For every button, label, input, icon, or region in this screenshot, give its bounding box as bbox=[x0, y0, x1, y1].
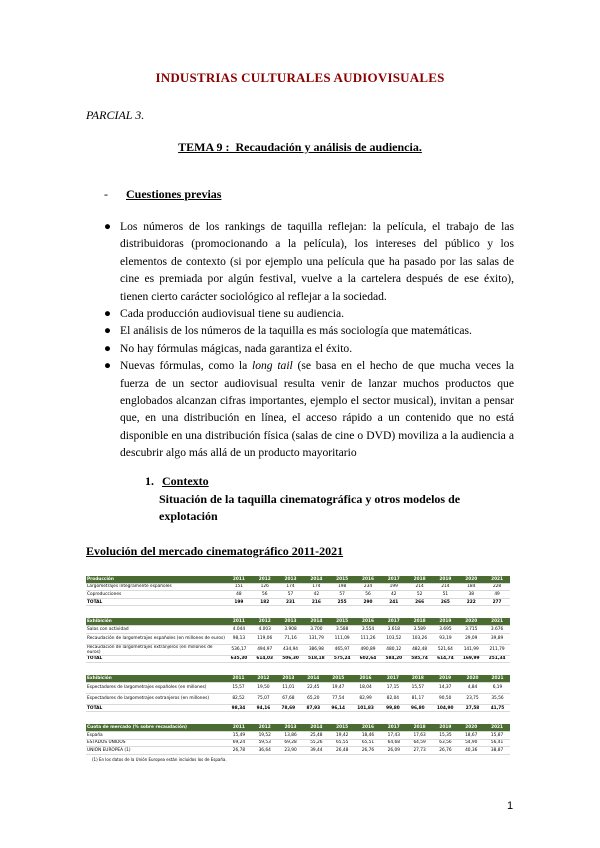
year-header: 2013 bbox=[278, 618, 304, 625]
table-cell: 77,54 bbox=[326, 693, 351, 704]
table-cell: 17,43 bbox=[381, 731, 407, 739]
table-header-label: Producción bbox=[86, 576, 226, 583]
table-cell: 56,41 bbox=[484, 739, 510, 747]
table-cell: 65,55 bbox=[329, 739, 355, 747]
year-header: 2016 bbox=[355, 618, 381, 625]
table-cell: 19,52 bbox=[252, 731, 278, 739]
bullet-icon: ● bbox=[104, 359, 112, 373]
table-cell: 198 bbox=[329, 583, 355, 591]
table-cell: 4.003 bbox=[252, 625, 278, 633]
year-header: 2016 bbox=[351, 675, 381, 682]
production-table bbox=[86, 576, 510, 606]
year-header: 2021 bbox=[484, 724, 510, 731]
row-label: ESTADOS UNIDOS bbox=[86, 739, 226, 747]
table-cell: 3.700 bbox=[303, 625, 329, 633]
table-cell: 35,56 bbox=[485, 693, 510, 704]
table-cell: 82,04 bbox=[380, 693, 405, 704]
table-cell: 67,68 bbox=[276, 693, 301, 704]
section-subtitle: Situación de la taquilla cinematográfica y otros modelos de explotación bbox=[159, 492, 461, 523]
table-cell: 182 bbox=[252, 598, 278, 606]
table-row bbox=[86, 739, 510, 747]
table-cell: 18,67 bbox=[458, 731, 484, 739]
table-cell: 87,93 bbox=[301, 704, 326, 712]
bullet-icon: ● bbox=[104, 220, 112, 233]
table-cell: 98,13 bbox=[226, 633, 252, 644]
list-item: ● Nuevas fórmulas, como la long tail (se basa en el hecho de que mucha veces la fuerza de un sector audiovisual resulta venir de lanzar muchos productos que englobados alcanzan cifras importantes, ejemplo el sector musical), invitan a pensar que, en una distribución en línea, el acceso rápido a un contenido que no está disponible en una distribución física (salas de cine o DVD) moviliza a la audiencia a descubrir algo más allá de un producto mayoritario bbox=[104, 359, 514, 460]
table-cell: 25,48 bbox=[303, 731, 329, 739]
list-item: ● Los números de los rankings de taquilla reflejan: la película, el trabajo de las distribuidoras (promocionando a la película), los intereses del público y los elementos de contexto (si por ejemplo una película que ha pasado por las salas de cine es premiada por algún festival, vuelve a la cartelera después de ese éxito), tienen cierto carácter sociológico al reflejar a la sociedad. bbox=[104, 220, 514, 303]
table-cell: 234 bbox=[355, 583, 381, 591]
row-label: TOTAL bbox=[86, 598, 226, 606]
table-cell: 518,18 bbox=[303, 655, 329, 663]
table-cell: 15,49 bbox=[226, 731, 252, 739]
table-cell: 26,48 bbox=[329, 747, 355, 755]
table-cell: 64,68 bbox=[381, 739, 407, 747]
table-cell: 11,01 bbox=[276, 682, 301, 693]
table-cell: 78,69 bbox=[276, 704, 301, 712]
table-header-row bbox=[86, 576, 510, 583]
table-cell: 255 bbox=[329, 598, 355, 606]
cuestiones-heading bbox=[104, 187, 221, 202]
table-cell: 119,06 bbox=[252, 633, 278, 644]
table-cell: 211,79 bbox=[484, 644, 510, 655]
row-label: Recaudación de largometrajes extranjeros (en millones de euros) bbox=[86, 644, 226, 655]
row-label: TOTAL bbox=[86, 655, 226, 663]
table-cell: 169,99 bbox=[458, 655, 484, 663]
table-cell: 3.618 bbox=[381, 625, 407, 633]
year-header: 2019 bbox=[430, 675, 460, 682]
year-header: 2018 bbox=[407, 724, 433, 731]
table-cell: 51 bbox=[433, 591, 459, 599]
table-cell: 27,58 bbox=[460, 704, 485, 712]
table-cell: 19,42 bbox=[329, 731, 355, 739]
year-header: 2011 bbox=[226, 576, 252, 583]
table-cell: 126 bbox=[252, 583, 278, 591]
table-cell: 23,75 bbox=[460, 693, 485, 704]
table-cell: 585,74 bbox=[407, 655, 433, 663]
list-item: ● El análisis de los números de la taquilla es más sociología que matemáticas. bbox=[104, 322, 514, 339]
table-row bbox=[86, 591, 510, 599]
year-header: 2019 bbox=[433, 576, 459, 583]
exhibition-spectators-table bbox=[86, 675, 510, 712]
year-header: 2015 bbox=[329, 576, 355, 583]
year-header: 2013 bbox=[278, 724, 304, 731]
table-cell: 494,97 bbox=[252, 644, 278, 655]
table-cell: 69,24 bbox=[226, 739, 252, 747]
table-cell: 49 bbox=[484, 591, 510, 599]
page-number: 1 bbox=[507, 800, 514, 812]
year-header: 2016 bbox=[355, 724, 381, 731]
table-cell: 99,80 bbox=[380, 704, 405, 712]
market-tables bbox=[86, 576, 510, 762]
table-cell: 103,26 bbox=[407, 633, 433, 644]
table-cell: 96,14 bbox=[326, 704, 351, 712]
table-cell: 69,28 bbox=[278, 739, 304, 747]
table-cell: 15,57 bbox=[405, 682, 430, 693]
table-cell: 56 bbox=[252, 591, 278, 599]
year-header: 2011 bbox=[226, 675, 251, 682]
year-header: 2011 bbox=[226, 724, 252, 731]
table-cell: 71,16 bbox=[278, 633, 304, 644]
table-cell: 228 bbox=[484, 583, 510, 591]
tema-heading bbox=[0, 140, 600, 155]
table-cell: 216 bbox=[303, 598, 329, 606]
table-cell: 41,75 bbox=[485, 704, 510, 712]
table-row bbox=[86, 583, 510, 591]
table-cell: 3.588 bbox=[329, 625, 355, 633]
table-cell: 29,09 bbox=[458, 633, 484, 644]
row-label: TOTAL bbox=[86, 704, 226, 712]
table-cell: 111,09 bbox=[329, 633, 355, 644]
row-label: España bbox=[86, 731, 226, 739]
table-cell: 3.589 bbox=[407, 625, 433, 633]
table-cell: 63,56 bbox=[433, 739, 459, 747]
table-cell: 13,86 bbox=[278, 731, 304, 739]
table-cell: 575,24 bbox=[329, 655, 355, 663]
bullet-list bbox=[104, 218, 514, 462]
table-cell: 65,20 bbox=[301, 693, 326, 704]
table-cell: 39,44 bbox=[303, 747, 329, 755]
section-heading bbox=[145, 474, 209, 489]
table-cell: 26,76 bbox=[433, 747, 459, 755]
table-cell: 465,97 bbox=[329, 644, 355, 655]
table-cell: 3.908 bbox=[278, 625, 304, 633]
document-title: INDUSTRIAS CULTURALES AUDIOVISUALES bbox=[155, 70, 445, 85]
exhibition-revenue-table bbox=[86, 618, 510, 663]
parcial-label: PARCIAL 3. bbox=[86, 108, 145, 122]
table-cell: 22,45 bbox=[301, 682, 326, 693]
row-label: Recaudación de largometrajes españoles (en millones de euros) bbox=[86, 633, 226, 644]
table-cell: 39,89 bbox=[484, 633, 510, 644]
table-cell: 141,99 bbox=[458, 644, 484, 655]
table-cell: 214 bbox=[433, 583, 459, 591]
year-header: 2021 bbox=[485, 675, 510, 682]
table-row bbox=[86, 731, 510, 739]
dash-marker: - bbox=[104, 187, 108, 201]
table-cell: 23,90 bbox=[278, 747, 304, 755]
table-cell: 54,90 bbox=[458, 739, 484, 747]
table-cell: 614,74 bbox=[433, 655, 459, 663]
cuestiones-title: Cuestiones previas bbox=[126, 187, 222, 201]
table-header-row bbox=[86, 675, 510, 682]
table-cell: 93,19 bbox=[433, 633, 459, 644]
table-cell: 3.695 bbox=[433, 625, 459, 633]
table-header-label: Exhibición bbox=[86, 675, 226, 682]
year-header: 2017 bbox=[381, 724, 407, 731]
table-cell: 111,26 bbox=[355, 633, 381, 644]
table-cell: 222 bbox=[458, 598, 484, 606]
table-cell: 48 bbox=[226, 591, 252, 599]
year-header: 2018 bbox=[405, 675, 430, 682]
table-cell: 199 bbox=[226, 598, 252, 606]
table-cell: 3.715 bbox=[458, 625, 484, 633]
table-cell: 82,99 bbox=[351, 693, 381, 704]
table-cell: 4.044 bbox=[226, 625, 252, 633]
table-cell: 15,35 bbox=[433, 731, 459, 739]
year-header: 2013 bbox=[276, 675, 301, 682]
table-cell: 42 bbox=[381, 591, 407, 599]
table-header-label: Exhibición bbox=[86, 618, 226, 625]
year-header: 2017 bbox=[381, 576, 407, 583]
table-cell: 18,04 bbox=[351, 682, 381, 693]
table-cell: 184 bbox=[458, 583, 484, 591]
tema-label: TEMA 9 : bbox=[178, 140, 230, 154]
table-cell: 38 bbox=[458, 591, 484, 599]
year-header: 2018 bbox=[407, 618, 433, 625]
table-cell: 290 bbox=[355, 598, 381, 606]
table-cell: 52 bbox=[407, 591, 433, 599]
table-cell: 251,34 bbox=[484, 655, 510, 663]
table-cell: 56 bbox=[355, 591, 381, 599]
table-cell: 90,50 bbox=[430, 693, 460, 704]
evolution-title: Evolución del mercado cinematográfico 2011-2021 bbox=[86, 544, 344, 558]
table-footnote: (1) En los datos de la Unión Europea están incluidos los de España. bbox=[92, 756, 227, 762]
year-header: 2018 bbox=[407, 576, 433, 583]
table-cell: 241 bbox=[381, 598, 407, 606]
row-label: Espectadores de largometrajes españoles (en millones) bbox=[86, 682, 226, 693]
table-cell: 584,20 bbox=[381, 655, 407, 663]
year-header: 2012 bbox=[251, 675, 276, 682]
table-cell: 131,79 bbox=[303, 633, 329, 644]
table-cell: 3.554 bbox=[355, 625, 381, 633]
table-cell: 36,64 bbox=[252, 747, 278, 755]
table-cell: 266 bbox=[407, 598, 433, 606]
table-row bbox=[86, 704, 510, 712]
bullet-icon: ● bbox=[104, 341, 112, 355]
table-cell: 17,63 bbox=[407, 731, 433, 739]
table-header-label: Cuota de mercado (% sobre recaudación) bbox=[86, 724, 226, 731]
table-header-row bbox=[86, 724, 510, 731]
table-header-row bbox=[86, 618, 510, 625]
table-cell: 386,98 bbox=[303, 644, 329, 655]
year-header: 2019 bbox=[433, 618, 459, 625]
table-cell: 59,53 bbox=[252, 739, 278, 747]
table-cell: 231 bbox=[278, 598, 304, 606]
year-header: 2017 bbox=[381, 618, 407, 625]
table-cell: 94,16 bbox=[251, 704, 276, 712]
table-cell: 38,87 bbox=[484, 747, 510, 755]
table-cell: 536,17 bbox=[226, 644, 252, 655]
table-row bbox=[86, 625, 510, 633]
table-cell: 57 bbox=[329, 591, 355, 599]
table-cell: 18,46 bbox=[355, 731, 381, 739]
table-cell: 482,48 bbox=[407, 644, 433, 655]
table-row bbox=[86, 655, 510, 663]
table-cell: 64,59 bbox=[407, 739, 433, 747]
year-header: 2014 bbox=[301, 675, 326, 682]
table-cell: 104,90 bbox=[430, 704, 460, 712]
year-header: 2015 bbox=[329, 618, 355, 625]
year-header: 2012 bbox=[252, 618, 278, 625]
table-cell: 17,15 bbox=[380, 682, 405, 693]
table-cell: 75,07 bbox=[251, 693, 276, 704]
table-cell: 199 bbox=[381, 583, 407, 591]
bullet-icon: ● bbox=[104, 307, 112, 321]
table-cell: 635,30 bbox=[226, 655, 252, 663]
table-cell: 103,52 bbox=[381, 633, 407, 644]
table-cell: 19,47 bbox=[326, 682, 351, 693]
table-cell: 15,87 bbox=[484, 731, 510, 739]
table-row bbox=[86, 682, 510, 693]
table-cell: 55,26 bbox=[303, 739, 329, 747]
list-item: ● No hay fórmulas mágicas, nada garantiza el éxito. bbox=[104, 340, 514, 357]
table-cell: 4,84 bbox=[460, 682, 485, 693]
row-label: Salas con actividad bbox=[86, 625, 226, 633]
year-header: 2020 bbox=[458, 576, 484, 583]
table-row bbox=[86, 633, 510, 644]
year-header: 2012 bbox=[252, 724, 278, 731]
year-header: 2021 bbox=[484, 618, 510, 625]
table-cell: 614,03 bbox=[252, 655, 278, 663]
table-cell: 57 bbox=[278, 591, 304, 599]
row-label: Espectadores de largometrajes extranjeros (en millones) bbox=[86, 693, 226, 704]
table-cell: 65,51 bbox=[355, 739, 381, 747]
year-header: 2015 bbox=[326, 675, 351, 682]
table-cell: 506,30 bbox=[278, 655, 304, 663]
table-cell: 101,83 bbox=[351, 704, 381, 712]
year-header: 2016 bbox=[355, 576, 381, 583]
table-cell: 26,76 bbox=[355, 747, 381, 755]
table-cell: 602,64 bbox=[355, 655, 381, 663]
tema-text: Recaudación y análisis de audiencia. bbox=[235, 140, 422, 154]
table-row bbox=[86, 644, 510, 655]
table-cell: 19,50 bbox=[251, 682, 276, 693]
table-cell: 490,89 bbox=[355, 644, 381, 655]
row-label: UNIÓN EUROPEA (1) bbox=[86, 747, 226, 755]
table-cell: 151 bbox=[226, 583, 252, 591]
table-cell: 15,57 bbox=[226, 682, 251, 693]
year-header: 2013 bbox=[278, 576, 304, 583]
table-cell: 96,80 bbox=[405, 704, 430, 712]
year-header: 2017 bbox=[380, 675, 405, 682]
table-row bbox=[86, 598, 510, 606]
bullet-icon: ● bbox=[104, 324, 112, 338]
table-cell: 81,17 bbox=[405, 693, 430, 704]
year-header: 2011 bbox=[226, 618, 252, 625]
long-tail-term: long tail bbox=[251, 359, 293, 373]
table-cell: 277 bbox=[484, 598, 510, 606]
table-cell: 26,78 bbox=[226, 747, 252, 755]
year-header: 2019 bbox=[433, 724, 459, 731]
year-header: 2020 bbox=[458, 618, 484, 625]
table-cell: 214 bbox=[407, 583, 433, 591]
year-header: 2020 bbox=[458, 724, 484, 731]
year-header: 2020 bbox=[460, 675, 485, 682]
table-cell: 174 bbox=[303, 583, 329, 591]
table-row bbox=[86, 693, 510, 704]
table-cell: 42 bbox=[303, 591, 329, 599]
table-cell: 265 bbox=[433, 598, 459, 606]
list-item: ● Cada producción audiovisual tiene su audiencia. bbox=[104, 305, 514, 322]
market-share-table bbox=[86, 724, 510, 754]
year-header: 2015 bbox=[329, 724, 355, 731]
year-header: 2014 bbox=[303, 618, 329, 625]
table-cell: 3.676 bbox=[484, 625, 510, 633]
year-header: 2014 bbox=[303, 576, 329, 583]
table-cell: 521,64 bbox=[433, 644, 459, 655]
table-cell: 6,19 bbox=[485, 682, 510, 693]
table-cell: 26,09 bbox=[381, 747, 407, 755]
table-row bbox=[86, 747, 510, 755]
section-number: 1. bbox=[145, 474, 154, 488]
year-header: 2021 bbox=[484, 576, 510, 583]
table-cell: 174 bbox=[278, 583, 304, 591]
table-cell: 14,37 bbox=[430, 682, 460, 693]
row-label: Coproducciones bbox=[86, 591, 226, 599]
table-cell: 82,52 bbox=[226, 693, 251, 704]
table-cell: 40,36 bbox=[458, 747, 484, 755]
section-title: Contexto bbox=[162, 474, 209, 488]
year-header: 2014 bbox=[303, 724, 329, 731]
table-cell: 27,73 bbox=[407, 747, 433, 755]
row-label: Largometrajes íntegramente españoles bbox=[86, 583, 226, 591]
year-header: 2012 bbox=[252, 576, 278, 583]
table-cell: 434,94 bbox=[278, 644, 304, 655]
table-cell: 480,12 bbox=[381, 644, 407, 655]
table-cell: 98,34 bbox=[226, 704, 251, 712]
